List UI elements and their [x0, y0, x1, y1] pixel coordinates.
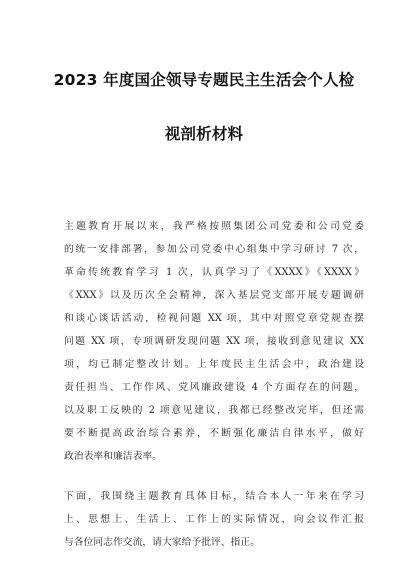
- paragraph-2-line-1: 下面，我围绕主题教育具体目标，结合本人一年来在学习: [64, 491, 364, 502]
- document-title-line-2: 视剖析材料: [164, 125, 244, 143]
- document-title-line-1: 2023 年度国企领导专题民主生活会个人检: [53, 71, 355, 89]
- paragraph-1-line-7: 项，均已制定整改计划。上年度民主生活会中，政治建设: [64, 359, 364, 370]
- paragraph-1-line-5: 和谈心谈话活动，检视问题 XX 项，其中对照党章党规查摆: [64, 313, 364, 324]
- paragraph-1-line-8: 责任担当、工作作风、党风廉政建设 4 个方面存在的问题，: [64, 382, 364, 393]
- paragraph-1-line-6: 问题 XX 项，专项调研发现问题 XX 项，接收到意见建议 XX: [64, 336, 364, 347]
- paragraph-1-line-3: 革命传统教育学习 1 次，认真学习了《XXXX》《XXXX》: [64, 267, 364, 278]
- paragraph-1-line-2: 的统一安排部署，参加公司党委中心组集中学习研讨 7 次，: [64, 244, 364, 255]
- paragraph-1-line-4: 《XXX》以及历次全会精神，深入基层党支部开展专题调研: [64, 290, 364, 301]
- paragraph-1-line-10: 要不断提高政治综合素养，不断强化廉洁自律水平，做好: [64, 428, 364, 439]
- paragraph-1-line-9: 以及职工反映的 2 项意见建议，我都已经整改完毕，但还需: [64, 405, 364, 416]
- paragraph-2-line-3: 与各位同志作交流，请大家给予批评、指正。: [64, 537, 260, 548]
- paragraph-1-line-11: 政治表率和廉洁表率。: [64, 451, 162, 462]
- paragraph-1-line-1: 主题教育开展以来，我严格按照集团公司党委和公司党委: [64, 221, 364, 232]
- paragraph-2-line-2: 上、思想上、生活上、工作上的实际情况，向会议作汇报: [64, 514, 364, 525]
